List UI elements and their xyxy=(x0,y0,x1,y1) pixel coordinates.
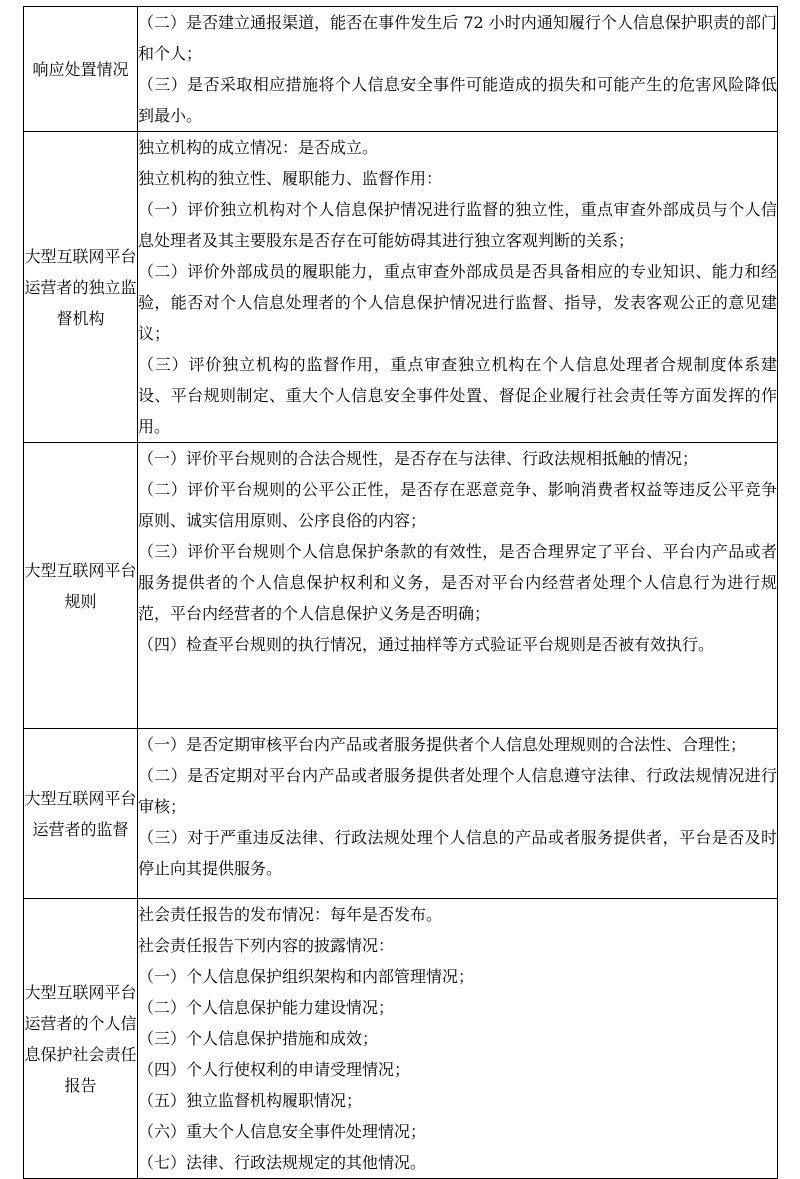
content-line: （二）是否定期对平台内产品或者服务提供者处理个人信息遵守法律、行政法规情况进行审核； xyxy=(138,766,777,816)
content-line: （四）个人行使权利的申请受理情况； xyxy=(138,1060,411,1079)
content-line: （六）重大个人信息安全事件处理情况； xyxy=(138,1122,427,1141)
row-label xyxy=(24,7,138,132)
row-label-text: 大型互联网平台运营者的独立监督机构 xyxy=(24,246,137,328)
row-content xyxy=(138,899,778,1179)
content-line: （七）法律、行政法规规定的其他情况。 xyxy=(138,1153,427,1172)
content-line: （二）评价外部成员的履职能力，重点审查外部成员是否具备相应的专业知识、能力和经验，能否对个人信息处理者的个人信息保护情况进行监督、指导，发表客观公正的意见建议； xyxy=(138,262,777,343)
table-row xyxy=(24,132,778,443)
content-line: （二）评价平台规则的公平公正性，是否存在恶意竞争、影响消费者权益等违反公平竞争原则、诚实信用原则、公序良俗的内容； xyxy=(138,480,777,530)
content-line: （三）评价平台规则个人信息保护条款的有效性，是否合理界定了平台、平台内产品或者服务提供者的个人信息保护权利和义务，是否对平台内经营者处理个人信息行为进行规范，平台内经营者的个人信息保护义务是否明确； xyxy=(138,542,777,623)
content-line: （三）对于严重违反法律、行政法规处理个人信息的产品或者服务提供者，平台是否及时停止向其提供服务。 xyxy=(138,828,777,878)
content-line: 社会责任报告的发布情况：每年是否发布。 xyxy=(138,905,443,924)
row-label xyxy=(24,899,138,1179)
content-line: （三）评价独立机构的监督作用，重点审查独立机构在个人信息处理者合规制度体系建设、平台规则制定、重大个人信息安全事件处置、督促企业履行社会责任等方面发挥的作用。 xyxy=(138,355,777,436)
content-line: （一）个人信息保护组织架构和内部管理情况； xyxy=(138,967,475,986)
content-line: 独立机构的成立情况：是否成立。 xyxy=(138,138,379,157)
table-row xyxy=(24,7,778,132)
row-label-text: 大型互联网平台运营者的个人信息保护社会责任报告 xyxy=(24,982,137,1095)
row-label xyxy=(24,729,138,899)
content-line: （五）独立监督机构履职情况； xyxy=(138,1091,363,1110)
row-content xyxy=(138,132,778,443)
row-label xyxy=(24,443,138,729)
content-line: （二）个人信息保护能力建设情况； xyxy=(138,998,395,1017)
row-label xyxy=(24,132,138,443)
content-line: （三）是否采取相应措施将个人信息安全事件可能造成的损失和可能产生的危害风险降低到最小。 xyxy=(138,75,777,125)
row-content xyxy=(138,7,778,132)
table-row xyxy=(24,443,778,729)
content-line: （四）检查平台规则的执行情况，通过抽样等方式验证平台规则是否被有效执行。 xyxy=(138,635,715,654)
content-line: （三）个人信息保护措施和成效； xyxy=(138,1029,379,1048)
content-line: （一）评价平台规则的合法合规性，是否存在与法律、行政法规相抵触的情况； xyxy=(138,449,699,468)
row-label-text: 大型互联网平台规则 xyxy=(24,560,137,611)
audit-items-table xyxy=(23,6,778,1179)
content-line: 独立机构的独立性、履职能力、监督作用： xyxy=(138,169,443,188)
content-line: （一）是否定期审核平台内产品或者服务提供者个人信息处理规则的合法性、合理性； xyxy=(138,735,747,754)
content-line: （一）评价独立机构对个人信息保护情况进行监督的独立性，重点审查外部成员与个人信息处理者及其主要股东是否存在可能妨碍其进行独立客观判断的关系； xyxy=(138,200,777,250)
table-row xyxy=(24,729,778,899)
table-row xyxy=(24,899,778,1179)
row-label-text: 响应处置情况 xyxy=(32,59,129,79)
content-line: 社会责任报告下列内容的披露情况： xyxy=(138,936,395,955)
content-line: （二）是否建立通报渠道，能否在事件发生后 72 小时内通知履行个人信息保护职责的部门和个人； xyxy=(138,13,777,63)
row-content xyxy=(138,729,778,899)
row-content xyxy=(138,443,778,729)
row-label-text: 大型互联网平台运营者的监督 xyxy=(24,788,137,839)
